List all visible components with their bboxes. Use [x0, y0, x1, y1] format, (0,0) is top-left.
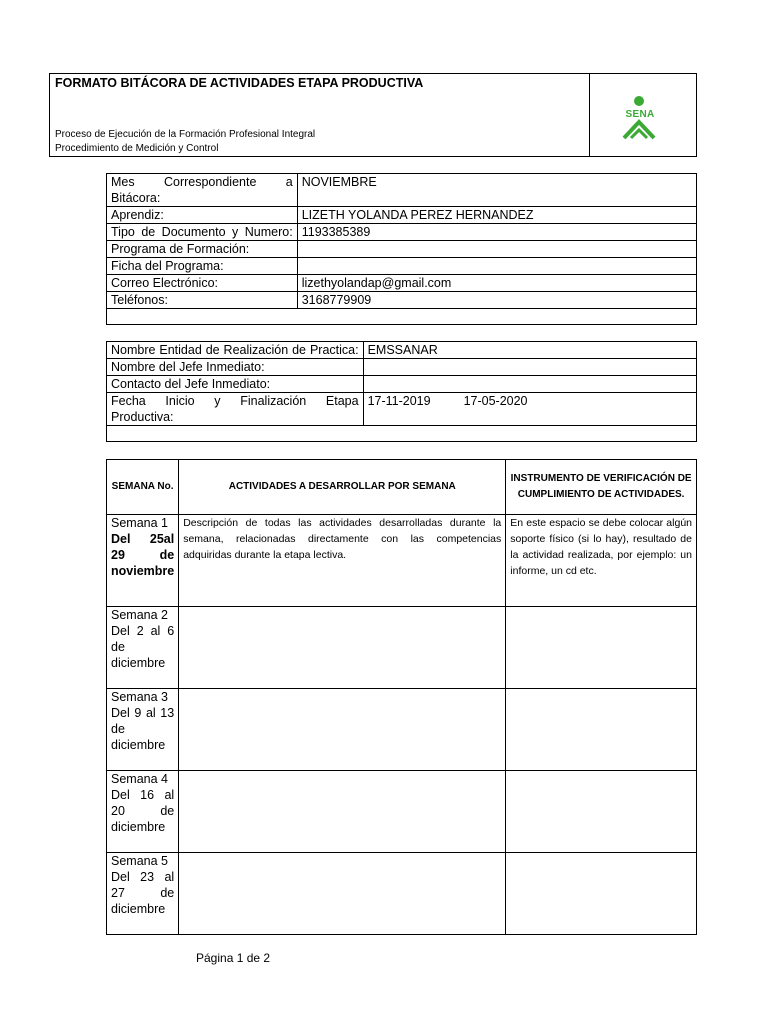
contacto-label: Contacto del Jefe Inmediato:	[107, 376, 364, 393]
week-dates: Del 25al 29 de noviembre	[111, 532, 175, 578]
table-row	[107, 342, 697, 359]
programa-label: Programa de Formación:	[107, 241, 298, 258]
ficha-label: Ficha del Programa:	[107, 258, 298, 275]
table-row	[107, 393, 697, 426]
process-subtitle: Proceso de Ejecución de la Formación Profesional Integral	[55, 129, 316, 140]
week-dates: Del 23 al 27 de diciembre	[111, 870, 175, 916]
table-row	[107, 376, 697, 393]
week-dates: Del 16 al 20 de diciembre	[111, 788, 175, 834]
tipo-documento-label: Tipo de Documento y Numero:	[107, 224, 298, 241]
week-label: Semana 3	[111, 690, 168, 704]
table-row	[107, 275, 697, 292]
sena-logo	[589, 74, 697, 156]
contacto-value	[363, 376, 696, 393]
table-row	[107, 241, 697, 258]
activities-cell	[179, 853, 506, 935]
week-dates: Del 2 al 6 de diciembre	[111, 624, 175, 670]
week-cell	[107, 689, 179, 771]
table-row	[107, 515, 697, 607]
table-row	[107, 292, 697, 309]
entidad-value: EMSSANAR	[363, 342, 696, 359]
activities-cell	[179, 607, 506, 689]
apprentice-info-table	[106, 173, 697, 325]
instrument-cell	[506, 607, 697, 689]
actividades-column-header: ACTIVIDADES A DESARROLLAR POR SEMANA	[179, 460, 506, 515]
table-row	[107, 689, 697, 771]
spacer-cell	[107, 309, 697, 325]
programa-value	[297, 241, 696, 258]
table-row	[107, 359, 697, 376]
mes-value: NOVIEMBRE	[297, 174, 696, 207]
logo-text: SENA	[625, 109, 655, 120]
week-label: Semana 1	[111, 516, 168, 530]
instrument-cell: En este espacio se debe colocar algún soporte físico (si lo hay), resultado de la actividad realizada, por ejemplo: un informe, un cd etc.	[506, 515, 697, 607]
activities-cell	[179, 689, 506, 771]
table-row	[107, 174, 697, 207]
week-cell	[107, 771, 179, 853]
instrument-cell	[506, 689, 697, 771]
aprendiz-value: LIZETH YOLANDA PEREZ HERNANDEZ	[297, 207, 696, 224]
week-label: Semana 2	[111, 608, 168, 622]
mes-label: Mes Correspondiente a Bitácora:	[107, 174, 298, 207]
activities-table	[106, 459, 697, 935]
fecha-inicio: 17-11-2019	[367, 394, 431, 408]
page-number: Página 1 de 2	[196, 951, 271, 965]
semana-column-header: SEMANA No.	[107, 460, 179, 515]
spacer-row	[107, 309, 697, 325]
aprendiz-label: Aprendiz:	[107, 207, 298, 224]
correo-label: Correo Electrónico:	[107, 275, 298, 292]
instrument-cell	[506, 771, 697, 853]
week-label: Semana 5	[111, 854, 168, 868]
telefonos-value: 3168779909	[297, 292, 696, 309]
week-cell	[107, 515, 179, 607]
document-title: FORMATO BITÁCORA DE ACTIVIDADES ETAPA PRODUCTIVA	[55, 76, 424, 90]
week-label: Semana 4	[111, 772, 168, 786]
entidad-label: Nombre Entidad de Realización de Practica:	[107, 342, 364, 359]
spacer-cell	[107, 426, 697, 442]
table-row	[107, 258, 697, 275]
week-cell	[107, 853, 179, 935]
table-row	[107, 607, 697, 689]
correo-value: lizethyolandap@gmail.com	[297, 275, 696, 292]
tipo-documento-value: 1193385389	[297, 224, 696, 241]
company-info-table	[106, 341, 697, 442]
instrument-cell	[506, 853, 697, 935]
ficha-value	[297, 258, 696, 275]
fecha-fin: 17-05-2020	[463, 394, 528, 408]
activities-cell: Descripción de todas las actividades desarrolladas durante la semana, relacionadas directamente con las competencias adquiridas durante la etapa lectiva.	[179, 515, 506, 607]
spacer-row	[107, 426, 697, 442]
instrumento-column-header: INSTRUMENTO DE VERIFICACIÓN DE CUMPLIMIENTO DE ACTIVIDADES.	[506, 460, 697, 515]
table-row	[107, 771, 697, 853]
fecha-label: Fecha Inicio y Finalización Etapa Productiva:	[107, 393, 364, 426]
table-row	[107, 224, 697, 241]
telefonos-label: Teléfonos:	[107, 292, 298, 309]
table-row	[107, 207, 697, 224]
fecha-value	[363, 393, 696, 426]
week-cell	[107, 607, 179, 689]
jefe-label: Nombre del Jefe Inmediato:	[107, 359, 364, 376]
document-header	[49, 73, 697, 157]
jefe-value	[363, 359, 696, 376]
week-dates: Del 9 al 13 de diciembre	[111, 706, 175, 752]
table-header-row	[107, 460, 697, 515]
table-row	[107, 853, 697, 935]
procedure-subtitle: Procedimiento de Medición y Control	[55, 143, 219, 154]
activities-cell	[179, 771, 506, 853]
